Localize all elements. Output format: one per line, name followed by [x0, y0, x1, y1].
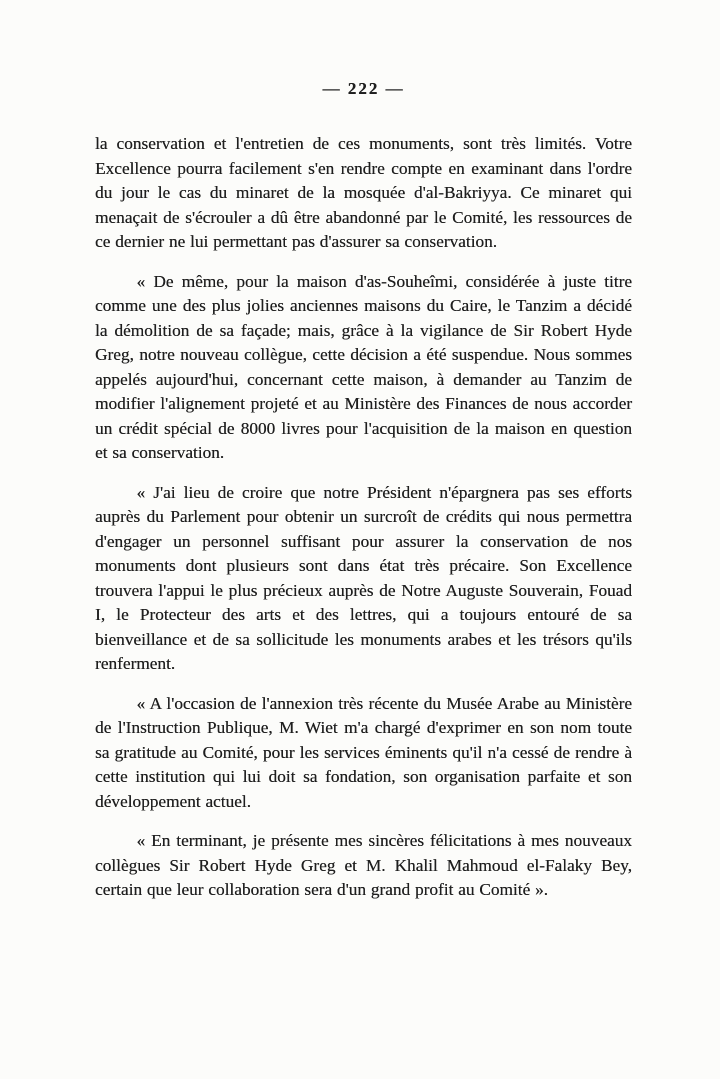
paragraph: « J'ai lieu de croire que notre Président n'épargnera pas ses efforts auprès du Parlement pour obtenir un surcroît de crédits qui nous permettra d'engager un personnel suffisant pour assurer la conservation de nos monuments dont plusieurs sont dans état très précaire. Son Excellence trouvera l'appui le plus précieux auprès de Notre Auguste Souverain, Fouad I, le Protecteur des arts et des lettres, qui a toujours entouré de sa bienveillance et de sa sollicitude les monuments arabes et les trésors qu'ils renferment. — [95, 482, 632, 673]
paragraph: la conservation et l'entretien de ces monuments, sont très limités. Votre Excellence pourra facilement s'en rendre compte en examinant dans l'ordre du jour le cas du minaret de la mosquée d'al-Bakriyya. Ce minaret qui menaçait de s'écrouler a dû être abandonné par le Comité, les ressources de ce dernier ne lui permettant pas d'assurer sa conservation. — [95, 134, 632, 251]
paragraph: « En terminant, je présente mes sincères félicitations à mes nouveaux collègues Sir Robert Hyde Greg et M. Khalil Mahmoud el-Falaky Bey, certain que leur collaboration sera d'un grand profit au Comité ». — [95, 831, 632, 899]
page-number: — 222 — — [322, 79, 405, 98]
paragraph: « A l'occasion de l'annexion très récente du Musée Arabe au Ministère de l'Instruction Publique, M. Wiet m'a chargé d'exprimer en son nom toute sa gratitude au Comité, pour les services éminents qu'il n'a cessé de rendre à cette institution qui lui doit sa fondation, son organisation parfaite et son développement actuel. — [95, 693, 632, 811]
paragraph: « De même, pour la maison d'as-Souheîmi, considérée à juste titre comme une des plus jolies anciennes maisons du Caire, le Tanzim a décidé la démolition de sa façade; mais, grâce à la vigilance de Sir Robert Hyde Greg, notre nouveau collègue, cette décision a été suspendue. Nous sommes appelés aujourd'hui, concernant cette maison, à demander au Tanzim de modifier l'alignement projeté et au Ministère des Finances de nous accorder un crédit spécial de 8000 livres pour l'acquisition de la maison en question et sa conservation. — [95, 271, 632, 462]
